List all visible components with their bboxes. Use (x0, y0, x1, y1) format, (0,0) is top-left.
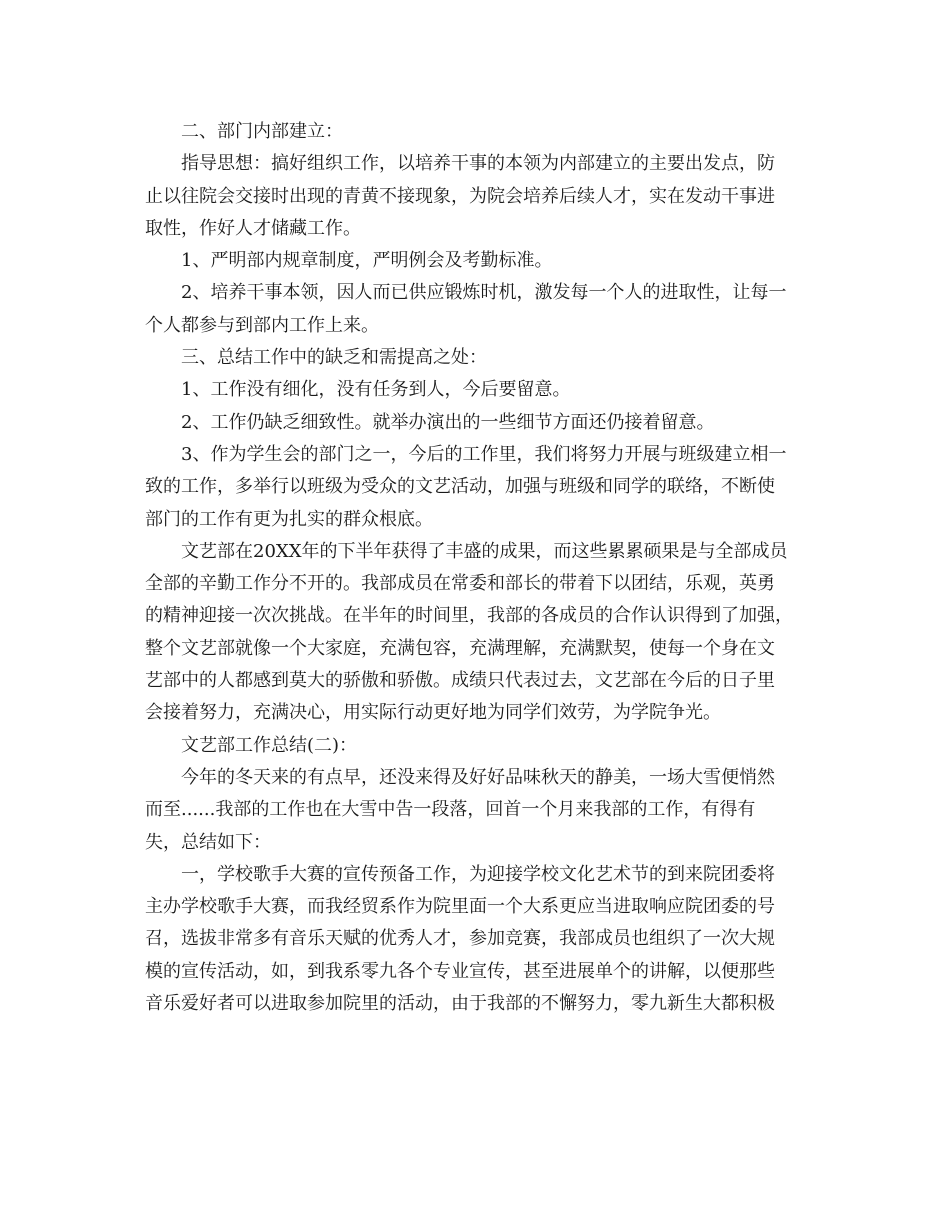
paragraph (145, 245, 805, 277)
text-line: 1、工作没有细化，没有任务到人，今后要留意。 (145, 379, 571, 401)
paragraph (145, 116, 805, 148)
text-line: 止以往院会交接时出现的青黄不接现象，为院会培养后续人才，实在发动干事进 (145, 185, 775, 207)
text-line: 指导思想：搞好组织工作，以培养干事的本领为内部建立的主要出发点，防 (145, 153, 775, 175)
paragraph (145, 762, 805, 859)
text-line: 2、培养干事本领，因人而已供应锻炼时机，激发每一个人的进取性，让每一 (145, 282, 787, 304)
text-line: 主办学校歌手大赛，而我经贸系作为院里面一个大系更应当进取响应院团委的号 (145, 896, 775, 918)
document-body (145, 116, 805, 1020)
text-line: 2、工作仍缺乏细致性。就举办演出的一些细节方面还仍接着留意。 (145, 411, 715, 433)
text-line: 而至......我部的工作也在大雪中告一段落，回首一个月来我部的工作，有得有 (145, 799, 756, 821)
paragraph (145, 859, 805, 1020)
text-line: 文艺部工作总结(二)： (145, 734, 358, 756)
text-line: 二、部门内部建立： (145, 121, 343, 142)
paragraph (145, 374, 805, 406)
text-line: 整个文艺部就像一个大家庭，充满包容，充满理解，充满默契，使每一个身在文 (145, 637, 775, 659)
paragraph (145, 342, 805, 374)
text-line: 取性，作好人才储藏工作。 (145, 217, 361, 239)
text-line: 三、总结工作中的缺乏和需提高之处： (145, 347, 487, 369)
paragraph (145, 407, 805, 439)
text-line: 模的宣传活动，如，到我系零九各个专业宣传，甚至进展单个的讲解，以便那些 (145, 960, 775, 982)
text-line: 艺部中的人都感到莫大的骄傲和骄傲。成绩只代表过去，文艺部在今后的日子里 (145, 670, 775, 692)
text-line: 的精神迎接一次次挑战。在半年的时间里，我部的各成员的合作认识得到了加强， (145, 605, 793, 627)
text-line: 失，总结如下： (145, 831, 271, 853)
text-line: 今年的冬天来的有点早，还没来得及好好品味秋天的静美，一场大雪便悄然 (145, 766, 775, 788)
paragraph (145, 439, 805, 536)
text-line: 个人都参与到部内工作上来。 (145, 314, 379, 336)
text-line: 召，选拔非常多有音乐天赋的优秀人才，参加竞赛，我部成员也组织了一次大规 (145, 928, 775, 950)
paragraph (145, 536, 805, 730)
text-line: 致的工作，多举行以班级为受众的文艺活动，加强与班级和同学的联络，不断使 (145, 476, 775, 498)
text-line: 全部的辛勤工作分不开的。我部成员在常委和部长的带着下以团结，乐观，英勇 (145, 573, 775, 595)
text-line: 一，学校歌手大赛的宣传预备工作，为迎接学校文化艺术节的到来院团委将 (145, 863, 775, 885)
paragraph (145, 277, 805, 342)
text-line: 部门的工作有更为扎实的群众根底。 (145, 508, 433, 530)
text-line: 文艺部在20XX年的下半年获得了丰盛的成果，而这些累累硕果是与全部成员 (145, 540, 788, 562)
text-line: 3、作为学生会的部门之一，今后的工作里，我们将努力开展与班级建立相一 (145, 443, 787, 465)
paragraph (145, 730, 805, 762)
text-line: 1、严明部内规章制度，严明例会及考勤标准。 (145, 250, 553, 272)
text-line: 会接着努力，充满决心，用实际行动更好地为同学们效劳，为学院争光。 (145, 702, 721, 724)
paragraph (145, 148, 805, 245)
text-line: 音乐爱好者可以进取参加院里的活动，由于我部的不懈努力，零九新生大都积极 (145, 993, 775, 1015)
